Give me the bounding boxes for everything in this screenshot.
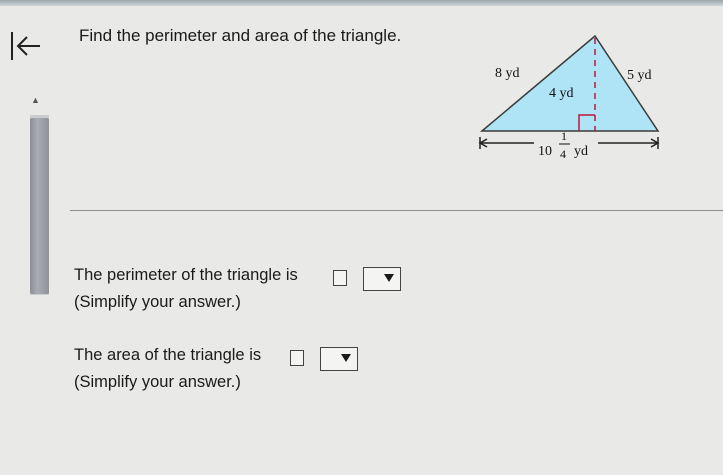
left-side-label: 8 yd: [495, 66, 520, 81]
base-numerator: 1: [561, 129, 567, 143]
height-label: 4 yd: [549, 86, 574, 101]
scrollbar-thumb[interactable]: [30, 118, 49, 294]
chevron-down-icon: [384, 274, 394, 282]
triangle-shape: [482, 36, 658, 131]
area-hint: (Simplify your answer.): [74, 373, 241, 391]
perimeter-unit-select[interactable]: [363, 267, 401, 291]
perimeter-answer-input[interactable]: [333, 270, 347, 286]
top-bar: [0, 0, 723, 6]
perimeter-question: The perimeter of the triangle is: [74, 266, 298, 284]
area-question: The area of the triangle is: [74, 346, 262, 364]
back-arrow-icon[interactable]: [6, 26, 46, 66]
base-whole: 10: [538, 144, 552, 159]
area-answer-input[interactable]: [290, 350, 304, 366]
right-side-label: 5 yd: [627, 68, 652, 83]
question-prompt: Find the perimeter and area of the triangle.: [79, 26, 402, 45]
base-unit: yd: [574, 144, 588, 159]
section-divider: [70, 210, 723, 211]
area-unit-select[interactable]: [320, 347, 358, 371]
perimeter-hint: (Simplify your answer.): [74, 293, 241, 311]
scroll-up-icon[interactable]: ▲: [31, 95, 40, 105]
chevron-down-icon: [341, 354, 351, 362]
triangle-figure: [470, 33, 680, 173]
base-denominator: 4: [560, 147, 566, 161]
